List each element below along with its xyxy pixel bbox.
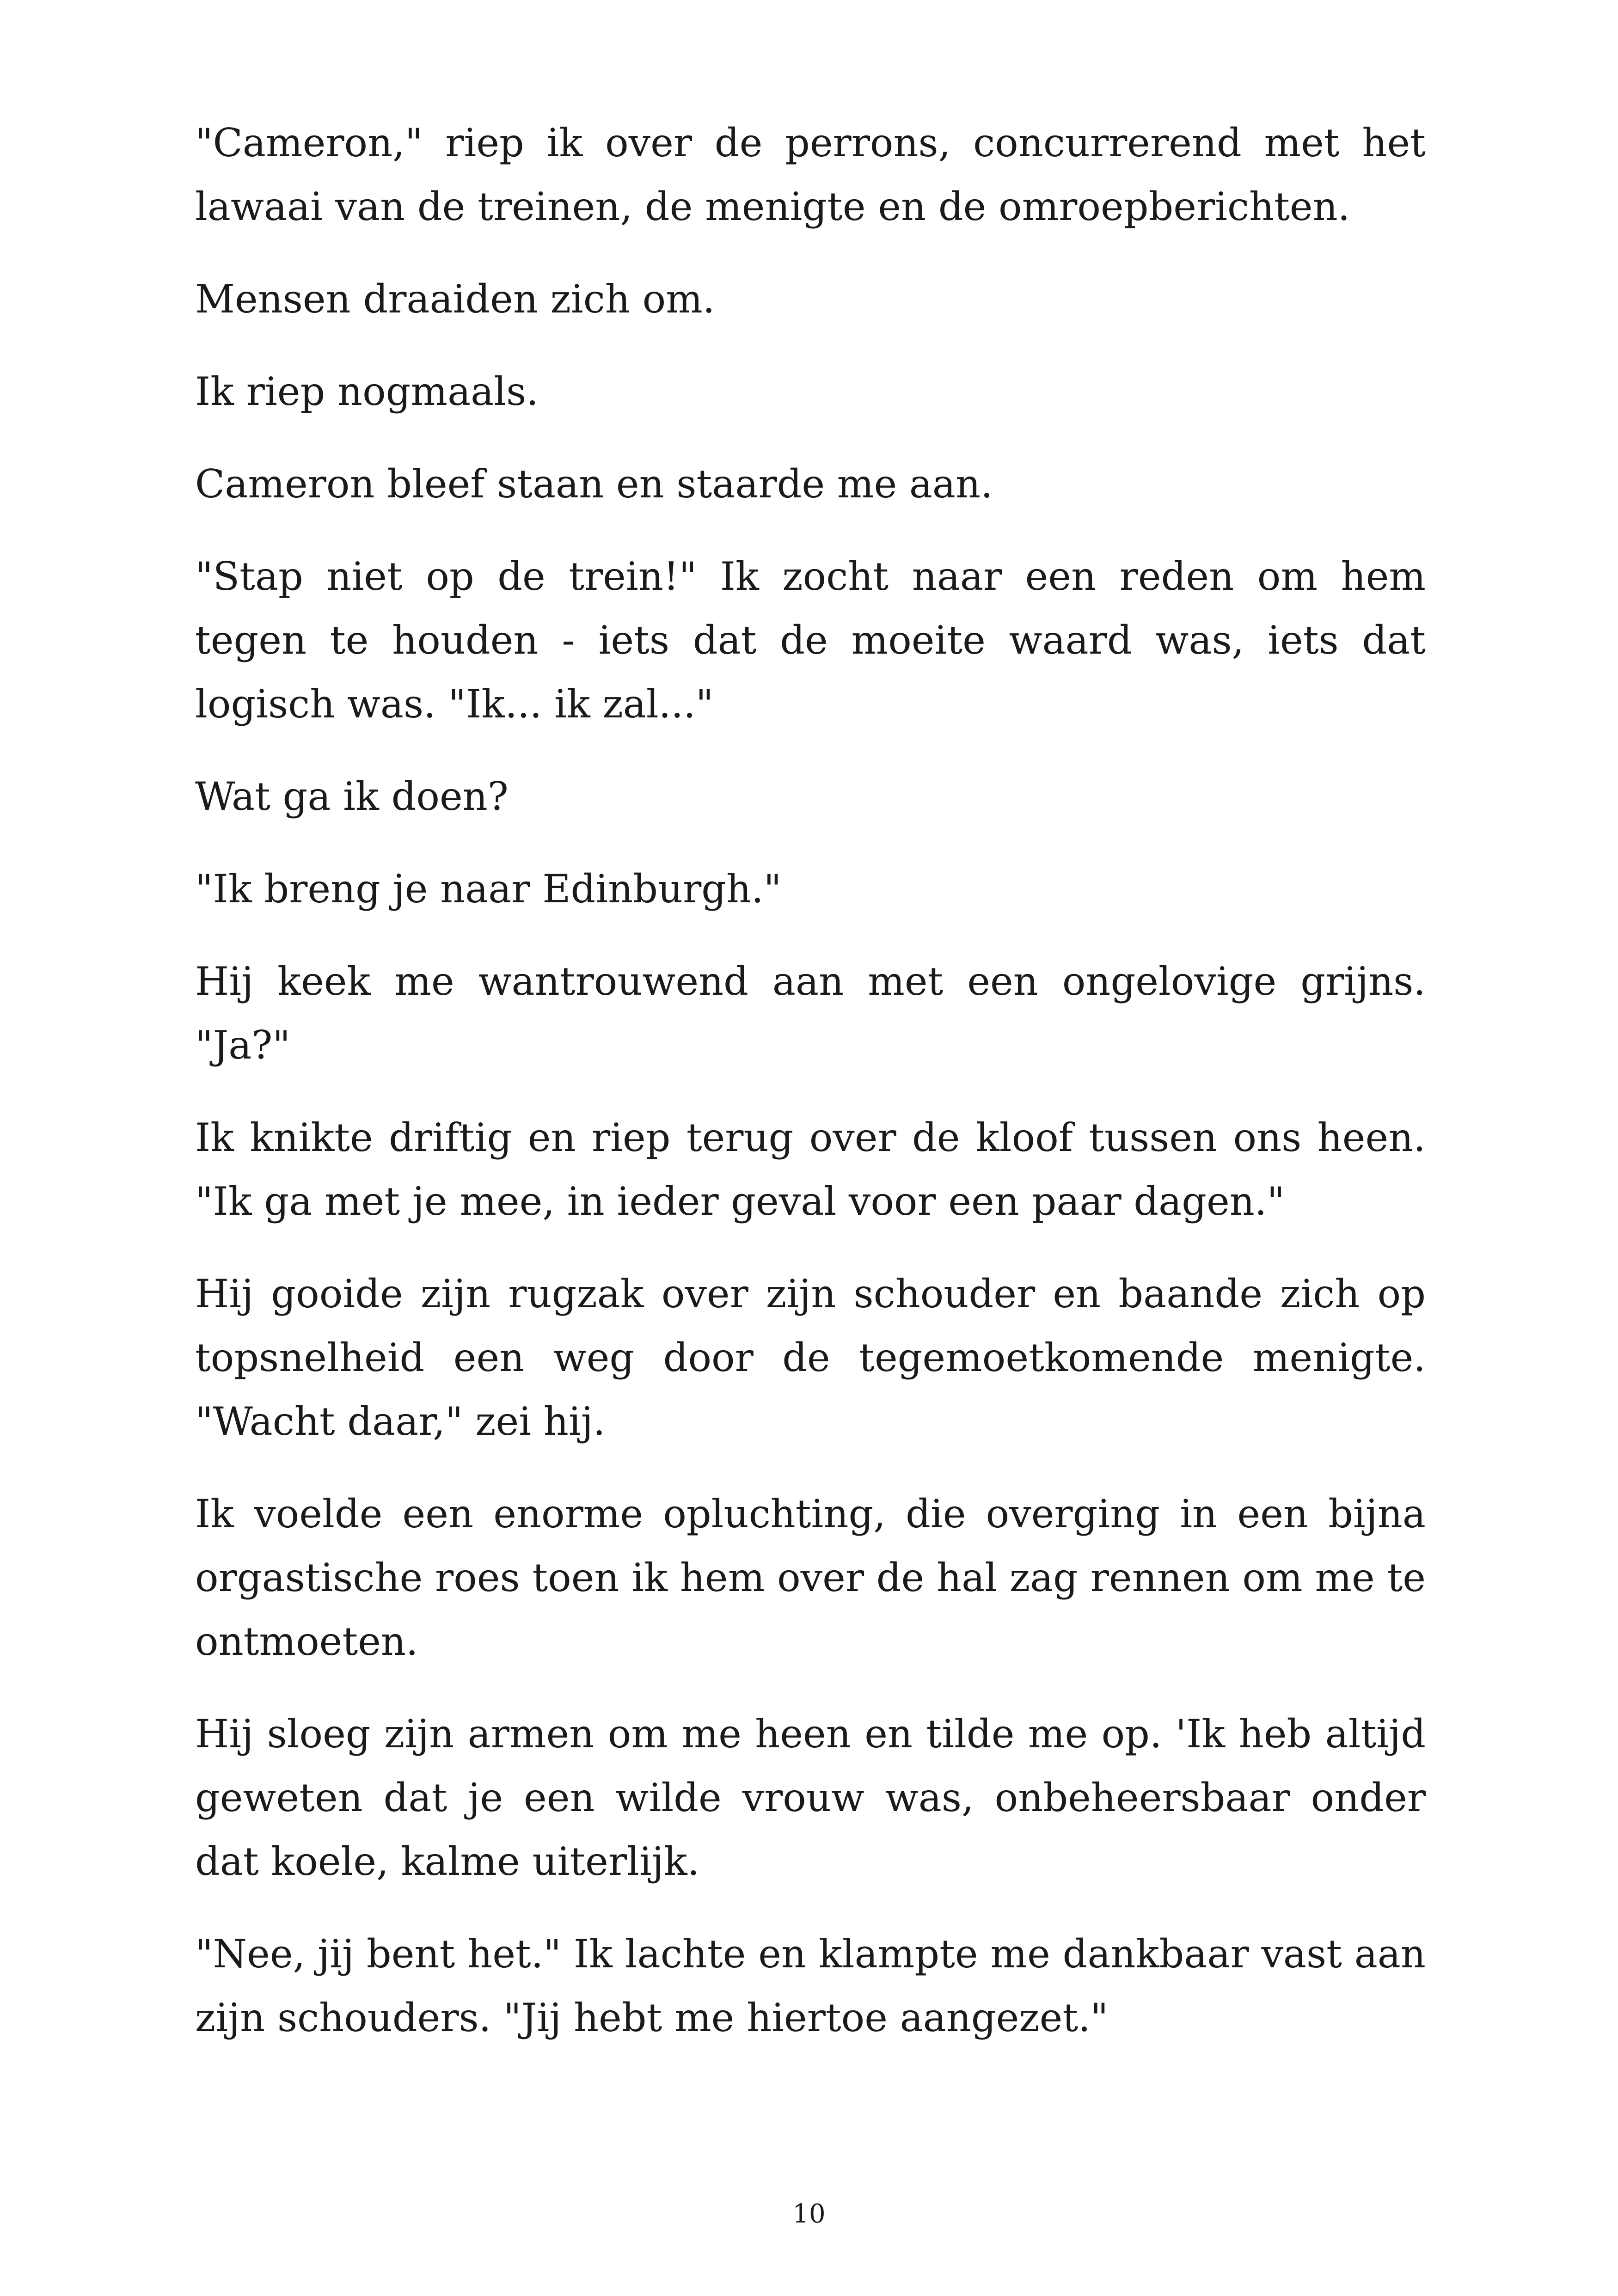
paragraph: Cameron bleef staan en staarde me aan. (195, 461, 993, 507)
paragraph: "Cameron," riep ik over de perrons, concurrerend met het lawaai van de treinen, de menigte en de omroepberichten. (195, 120, 1426, 229)
paragraph: Ik voelde een enorme opluchting, die overging in een bijna orgastische roes toen ik hem over de hal zag rennen om me te ontmoeten. (195, 1491, 1426, 1664)
paragraph: Hij gooide zijn rugzak over zijn schouder en baande zich op topsnelheid een weg door de tegemoetkomende menigte. "Wacht daar," zei hij. (195, 1271, 1426, 1444)
paragraph: Hij keek me wantrouwend aan met een ongelovige grijns. "Ja?" (195, 959, 1426, 1068)
paragraph: Mensen draaiden zich om. (195, 276, 715, 322)
paragraph: Ik knikte driftig en riep terug over de kloof tussen ons heen. "Ik ga met je mee, in ieder geval voor een paar dagen." (195, 1115, 1426, 1224)
paragraph: Ik riep nogmaals. (195, 369, 539, 414)
paragraph: Hij sloeg zijn armen om me heen en tilde me op. 'Ik heb altijd geweten dat je een wilde vrouw was, onbeheersbaar onder dat koele, kalme uiterlijk. (195, 1711, 1426, 1884)
page-number: 10 (792, 2199, 826, 2229)
paragraph: Wat ga ik doen? (195, 774, 509, 819)
paragraph: "Stap niet op de trein!" Ik zocht naar een reden om hem tegen te houden - iets dat de moeite waard was, iets dat logisch was. "Ik... ik zal..." (195, 554, 1426, 727)
paragraph: "Ik breng je naar Edinburgh." (195, 866, 782, 912)
body-text (195, 111, 1426, 2078)
paragraph: "Nee, jij bent het." Ik lachte en klampte me dankbaar vast aan zijn schouders. "Jij hebt me hiertoe aangezet." (195, 1931, 1426, 2040)
